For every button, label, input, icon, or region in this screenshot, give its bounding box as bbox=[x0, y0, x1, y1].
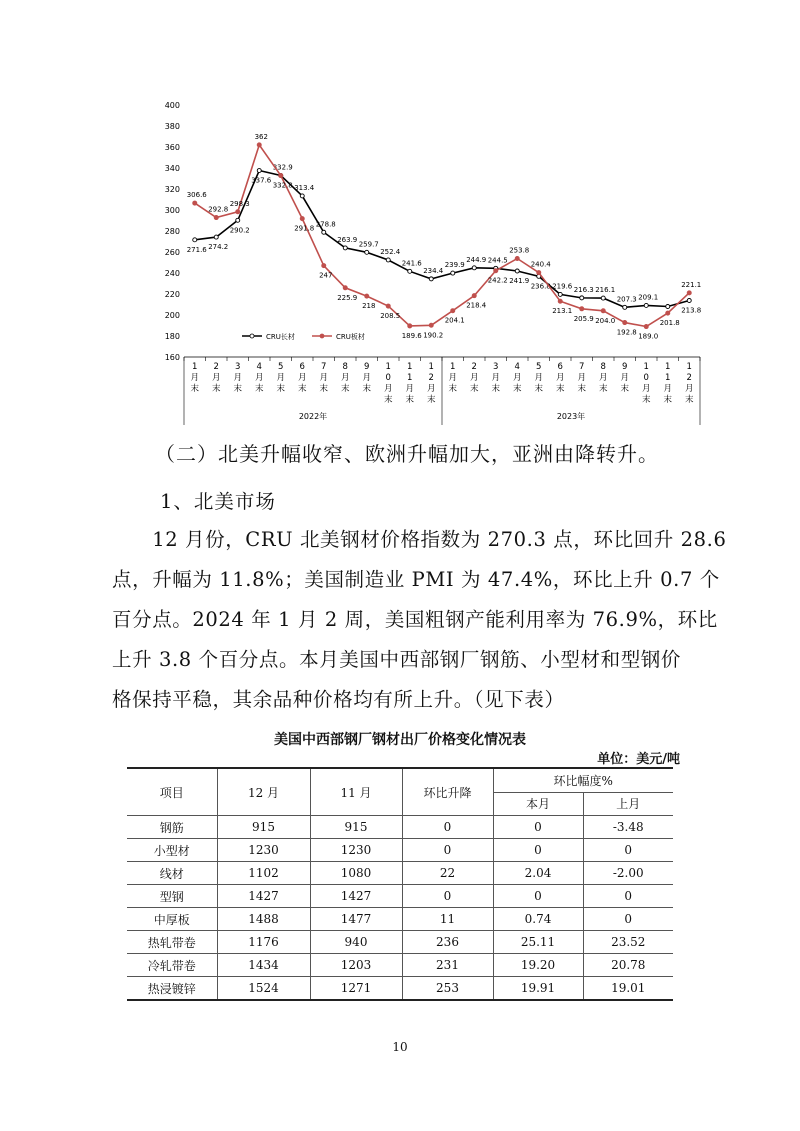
data-point bbox=[429, 277, 433, 281]
x-tick-label: 末 bbox=[534, 384, 544, 394]
data-label: 313.4 bbox=[294, 183, 315, 192]
legend-marker bbox=[320, 334, 324, 338]
data-label: 236.8 bbox=[530, 282, 551, 291]
data-point bbox=[408, 269, 412, 273]
legend-label: CRU长材 bbox=[266, 333, 295, 341]
cell-change: 236 bbox=[402, 931, 493, 954]
data-label: 205.9 bbox=[573, 314, 594, 323]
x-tick-label: 末 bbox=[254, 384, 264, 394]
x-tick-label: 0 bbox=[385, 373, 391, 383]
data-label: 213.8 bbox=[681, 306, 702, 315]
data-point bbox=[666, 304, 670, 308]
cell-nov: 1080 bbox=[310, 862, 402, 885]
x-tick-label: 末 bbox=[491, 384, 501, 394]
data-point bbox=[644, 324, 648, 328]
legend-marker bbox=[250, 334, 254, 338]
cell-nov: 915 bbox=[310, 816, 402, 839]
cell-last-month: 0 bbox=[583, 885, 673, 908]
y-tick-label: 320 bbox=[164, 185, 180, 194]
x-tick-label: 1 bbox=[686, 362, 692, 372]
y-tick-label: 300 bbox=[164, 206, 180, 215]
data-label: 278.8 bbox=[315, 220, 336, 229]
y-tick-label: 240 bbox=[164, 269, 180, 278]
data-label: 234.4 bbox=[423, 266, 444, 275]
table-row bbox=[127, 908, 673, 931]
x-tick-label: 月 bbox=[297, 373, 307, 383]
x-tick-label: 月 bbox=[448, 373, 458, 383]
year-group-label: 2022年 bbox=[298, 412, 328, 421]
header-item: 项目 bbox=[127, 768, 217, 816]
x-tick-label: 末 bbox=[555, 384, 565, 394]
subsection-heading: 1、北美市场 bbox=[160, 490, 276, 513]
data-label: 209.1 bbox=[638, 293, 659, 302]
x-tick-label: 月 bbox=[620, 373, 630, 383]
table-row bbox=[127, 862, 673, 885]
data-point bbox=[257, 143, 261, 147]
data-point bbox=[666, 311, 670, 315]
cell-this-month: 0 bbox=[493, 816, 583, 839]
x-tick-label: 0 bbox=[643, 373, 649, 383]
data-point bbox=[386, 258, 390, 262]
y-tick-label: 180 bbox=[164, 332, 180, 341]
data-label: 247 bbox=[319, 271, 333, 280]
x-tick-label: 3 bbox=[493, 362, 499, 372]
cell-dec: 1427 bbox=[217, 885, 310, 908]
data-point bbox=[365, 294, 369, 298]
x-tick-label: 6 bbox=[557, 362, 563, 372]
x-tick-label: 月 bbox=[555, 373, 565, 383]
cell-this-month: 2.04 bbox=[493, 862, 583, 885]
x-tick-label: 6 bbox=[299, 362, 305, 372]
header-dec: 12 月 bbox=[217, 768, 310, 816]
table-title: 美国中西部钢厂钢材出厂价格变化情况表 bbox=[274, 732, 526, 748]
paragraph-line: 百分点。2024 年 1 月 2 周，美国粗钢产能利用率为 76.9%，环比 bbox=[112, 608, 718, 631]
x-tick-label: 1 bbox=[192, 362, 198, 372]
y-tick-label: 400 bbox=[164, 101, 180, 110]
x-tick-label: 4 bbox=[256, 362, 262, 372]
cell-item: 钢筋 bbox=[127, 816, 217, 839]
cell-nov: 1427 bbox=[310, 885, 402, 908]
header-nov: 11 月 bbox=[310, 768, 402, 816]
data-point bbox=[580, 307, 584, 311]
cell-change: 0 bbox=[402, 839, 493, 862]
cell-item: 中厚板 bbox=[127, 908, 217, 931]
cell-last-month: -2.00 bbox=[583, 862, 673, 885]
body-paragraph bbox=[112, 520, 727, 720]
data-label: 204.0 bbox=[595, 316, 616, 325]
x-tick-label: 9 bbox=[622, 362, 628, 372]
x-tick-label: 月 bbox=[254, 373, 264, 383]
data-point bbox=[494, 268, 498, 272]
data-point bbox=[193, 238, 197, 242]
data-label: 242.2 bbox=[487, 276, 508, 285]
x-tick-label: 8 bbox=[342, 362, 348, 372]
x-tick-label: 1 bbox=[450, 362, 456, 372]
cell-change: 22 bbox=[402, 862, 493, 885]
x-tick-label: 月 bbox=[469, 373, 479, 383]
x-tick-label: 1 bbox=[665, 373, 671, 383]
x-tick-label: 末 bbox=[426, 395, 436, 405]
x-tick-label: 3 bbox=[235, 362, 241, 372]
data-point bbox=[472, 266, 476, 270]
cell-dec: 1176 bbox=[217, 931, 310, 954]
x-tick-label: 月 bbox=[641, 384, 651, 394]
data-label: 292.8 bbox=[208, 205, 229, 214]
cell-nov: 1271 bbox=[310, 977, 402, 1001]
x-tick-label: 末 bbox=[405, 395, 415, 405]
data-point bbox=[279, 173, 283, 177]
data-label: 201.8 bbox=[659, 319, 680, 328]
data-label: 207.3 bbox=[616, 295, 637, 304]
x-tick-label: 2 bbox=[686, 373, 692, 383]
data-label: 239.9 bbox=[444, 261, 465, 270]
x-tick-label: 月 bbox=[211, 373, 221, 383]
data-label: 189.0 bbox=[638, 332, 659, 341]
y-tick-label: 340 bbox=[164, 164, 180, 173]
y-tick-label: 380 bbox=[164, 122, 180, 131]
x-tick-label: 末 bbox=[512, 384, 522, 394]
x-tick-label: 5 bbox=[536, 362, 542, 372]
x-tick-label: 月 bbox=[383, 384, 393, 394]
data-point bbox=[451, 308, 455, 312]
cell-nov: 1230 bbox=[310, 839, 402, 862]
y-tick-label: 200 bbox=[164, 311, 180, 320]
table-row bbox=[127, 816, 673, 839]
page-number: 10 bbox=[392, 1040, 408, 1054]
data-label: 274.2 bbox=[208, 243, 229, 252]
cell-this-month: 19.20 bbox=[493, 954, 583, 977]
x-tick-label: 月 bbox=[340, 373, 350, 383]
table-unit: 单位：美元/吨 bbox=[597, 752, 680, 767]
y-tick-label: 360 bbox=[164, 143, 180, 152]
data-label: 332.8 bbox=[272, 181, 293, 190]
table-row bbox=[127, 839, 673, 862]
x-tick-label: 末 bbox=[190, 384, 200, 394]
table-row bbox=[127, 954, 673, 977]
cell-change: 11 bbox=[402, 908, 493, 931]
data-point bbox=[601, 309, 605, 313]
y-tick-label: 220 bbox=[164, 290, 180, 299]
x-tick-label: 9 bbox=[364, 362, 370, 372]
data-point bbox=[623, 305, 627, 309]
x-tick-label: 月 bbox=[362, 373, 372, 383]
data-label: 216.3 bbox=[573, 285, 594, 294]
data-point bbox=[343, 246, 347, 250]
x-tick-label: 1 bbox=[385, 362, 391, 372]
cell-change: 253 bbox=[402, 977, 493, 1001]
cell-last-month: 20.78 bbox=[583, 954, 673, 977]
cell-this-month: 25.11 bbox=[493, 931, 583, 954]
data-label: 244.5 bbox=[487, 256, 508, 265]
data-point bbox=[236, 210, 240, 214]
data-point bbox=[365, 250, 369, 254]
data-point bbox=[472, 293, 476, 297]
x-tick-label: 1 bbox=[665, 362, 671, 372]
data-point bbox=[214, 215, 218, 219]
cell-last-month: 0 bbox=[583, 839, 673, 862]
x-tick-label: 1 bbox=[407, 362, 413, 372]
cell-nov: 940 bbox=[310, 931, 402, 954]
cell-change: 0 bbox=[402, 885, 493, 908]
data-label: 208.5 bbox=[380, 312, 401, 321]
x-tick-label: 月 bbox=[276, 373, 286, 383]
cell-nov: 1477 bbox=[310, 908, 402, 931]
data-label: 244.9 bbox=[466, 255, 487, 264]
x-tick-label: 月 bbox=[233, 373, 243, 383]
x-tick-label: 7 bbox=[321, 362, 327, 372]
cell-dec: 1434 bbox=[217, 954, 310, 977]
data-point bbox=[580, 296, 584, 300]
header-pct-group: 环比幅度% bbox=[493, 768, 673, 792]
cell-item: 冷轧带卷 bbox=[127, 954, 217, 977]
cell-dec: 915 bbox=[217, 816, 310, 839]
data-label: 204.1 bbox=[444, 316, 465, 325]
x-tick-label: 末 bbox=[620, 384, 630, 394]
data-label: 218.4 bbox=[466, 301, 487, 310]
x-tick-label: 月 bbox=[534, 373, 544, 383]
data-point bbox=[537, 270, 541, 274]
data-point bbox=[687, 299, 691, 303]
data-point bbox=[300, 194, 304, 198]
x-tick-label: 末 bbox=[297, 384, 307, 394]
x-tick-label: 5 bbox=[278, 362, 284, 372]
data-point bbox=[236, 218, 240, 222]
x-tick-label: 末 bbox=[598, 384, 608, 394]
data-point bbox=[429, 323, 433, 327]
data-label: 241.9 bbox=[509, 277, 530, 286]
x-tick-label: 末 bbox=[577, 384, 587, 394]
data-label: 253.8 bbox=[509, 246, 530, 255]
x-tick-label: 末 bbox=[448, 384, 458, 394]
x-tick-label: 月 bbox=[405, 384, 415, 394]
data-label: 216.1 bbox=[595, 286, 616, 295]
data-label: 190.2 bbox=[423, 331, 444, 340]
x-tick-label: 7 bbox=[579, 362, 585, 372]
x-tick-label: 月 bbox=[512, 373, 522, 383]
x-tick-label: 2 bbox=[428, 373, 434, 383]
x-tick-label: 月 bbox=[426, 384, 436, 394]
data-point bbox=[214, 235, 218, 239]
data-label: 252.4 bbox=[380, 247, 401, 256]
x-tick-label: 月 bbox=[319, 373, 329, 383]
data-point bbox=[644, 303, 648, 307]
price-index-line-chart bbox=[150, 95, 710, 430]
data-label: 221.1 bbox=[681, 280, 702, 289]
cell-last-month: 19.01 bbox=[583, 977, 673, 1001]
data-point bbox=[687, 291, 691, 295]
x-tick-label: 月 bbox=[491, 373, 501, 383]
x-tick-label: 末 bbox=[383, 395, 393, 405]
cell-dec: 1230 bbox=[217, 839, 310, 862]
cell-change: 0 bbox=[402, 816, 493, 839]
x-tick-label: 1 bbox=[407, 373, 413, 383]
y-tick-label: 260 bbox=[164, 248, 180, 257]
data-label: 298.3 bbox=[229, 199, 250, 208]
cell-dec: 1524 bbox=[217, 977, 310, 1001]
x-tick-label: 2 bbox=[471, 362, 477, 372]
cell-last-month: 23.52 bbox=[583, 931, 673, 954]
data-point bbox=[343, 286, 347, 290]
data-label: 271.6 bbox=[186, 245, 207, 254]
x-tick-label: 末 bbox=[663, 395, 673, 405]
cell-this-month: 0 bbox=[493, 885, 583, 908]
x-tick-label: 2 bbox=[213, 362, 219, 372]
paragraph-line: 点，升幅为 11.8%；美国制造业 PMI 为 47.4%，环比上升 0.7 个 bbox=[112, 568, 720, 591]
y-tick-label: 280 bbox=[164, 227, 180, 236]
cell-dec: 1488 bbox=[217, 908, 310, 931]
data-label: 219.6 bbox=[552, 282, 573, 291]
data-point bbox=[515, 256, 519, 260]
cell-dec: 1102 bbox=[217, 862, 310, 885]
table-row bbox=[127, 977, 673, 1001]
header-change: 环比升降 bbox=[402, 768, 493, 816]
data-point bbox=[623, 320, 627, 324]
year-group-label: 2023年 bbox=[556, 412, 586, 421]
data-label: 225.9 bbox=[337, 293, 358, 302]
x-tick-label: 末 bbox=[233, 384, 243, 394]
data-label: 240.4 bbox=[530, 260, 551, 269]
data-label: 291.8 bbox=[294, 224, 315, 233]
y-tick-label: 160 bbox=[164, 353, 180, 362]
data-point bbox=[408, 324, 412, 328]
data-label: 306.6 bbox=[186, 191, 207, 200]
header-last-month: 上月 bbox=[583, 792, 673, 816]
x-tick-label: 末 bbox=[211, 384, 221, 394]
paragraph-line: 格保持平稳，其余品种价格均有所上升。（见下表） bbox=[112, 688, 565, 711]
x-tick-label: 1 bbox=[428, 362, 434, 372]
paragraph-line: 上升 3.8 个百分点。本月美国中西部钢厂钢筋、小型材和型钢价 bbox=[112, 648, 682, 671]
data-label: 362 bbox=[254, 132, 268, 141]
table-row bbox=[127, 885, 673, 908]
cell-change: 231 bbox=[402, 954, 493, 977]
data-label: 337.6 bbox=[251, 176, 272, 185]
x-tick-label: 月 bbox=[577, 373, 587, 383]
cell-this-month: 19.91 bbox=[493, 977, 583, 1001]
data-point bbox=[300, 216, 304, 220]
cell-item: 型钢 bbox=[127, 885, 217, 908]
x-tick-label: 末 bbox=[319, 384, 329, 394]
x-tick-label: 1 bbox=[643, 362, 649, 372]
data-point bbox=[322, 263, 326, 267]
x-tick-label: 月 bbox=[598, 373, 608, 383]
table-row bbox=[127, 931, 673, 954]
cell-this-month: 0 bbox=[493, 839, 583, 862]
x-tick-label: 末 bbox=[362, 384, 372, 394]
x-tick-label: 8 bbox=[600, 362, 606, 372]
x-tick-label: 月 bbox=[190, 373, 200, 383]
x-tick-label: 月 bbox=[684, 384, 694, 394]
cell-item: 热浸镀锌 bbox=[127, 977, 217, 1001]
data-point bbox=[515, 269, 519, 273]
x-tick-label: 4 bbox=[514, 362, 520, 372]
data-label: 290.2 bbox=[229, 226, 250, 235]
cell-this-month: 0.74 bbox=[493, 908, 583, 931]
cell-nov: 1203 bbox=[310, 954, 402, 977]
data-label: 241.6 bbox=[401, 259, 422, 268]
x-tick-label: 末 bbox=[641, 395, 651, 405]
header-this-month: 本月 bbox=[493, 792, 583, 816]
cell-last-month: -3.48 bbox=[583, 816, 673, 839]
data-point bbox=[558, 292, 562, 296]
data-point bbox=[451, 271, 455, 275]
data-point bbox=[257, 169, 261, 173]
data-point bbox=[386, 304, 390, 308]
data-label: 332.9 bbox=[272, 163, 293, 172]
data-point bbox=[558, 299, 562, 303]
data-label: 192.8 bbox=[616, 328, 637, 337]
section-heading: （二）北美升幅收窄、欧洲升幅加大，亚洲由降转升。 bbox=[155, 442, 659, 466]
x-tick-label: 月 bbox=[663, 384, 673, 394]
data-label: 263.9 bbox=[337, 235, 358, 244]
data-point bbox=[322, 230, 326, 234]
x-tick-label: 末 bbox=[469, 384, 479, 394]
x-tick-label: 末 bbox=[340, 384, 350, 394]
cell-item: 热轧带卷 bbox=[127, 931, 217, 954]
data-point bbox=[193, 201, 197, 205]
price-table bbox=[127, 767, 673, 1001]
cell-item: 线材 bbox=[127, 862, 217, 885]
data-point bbox=[601, 296, 605, 300]
data-label: 259.7 bbox=[358, 240, 379, 249]
data-label: 218 bbox=[362, 302, 376, 311]
data-label: 189.6 bbox=[401, 331, 422, 340]
x-tick-label: 末 bbox=[684, 395, 694, 405]
legend-label: CRU板材 bbox=[336, 333, 365, 341]
cell-item: 小型材 bbox=[127, 839, 217, 862]
cell-last-month: 0 bbox=[583, 908, 673, 931]
x-tick-label: 末 bbox=[276, 384, 286, 394]
data-label: 213.1 bbox=[552, 307, 573, 316]
paragraph-line: 12 月份，CRU 北美钢材价格指数为 270.3 点，环比回升 28.6 bbox=[112, 528, 727, 551]
